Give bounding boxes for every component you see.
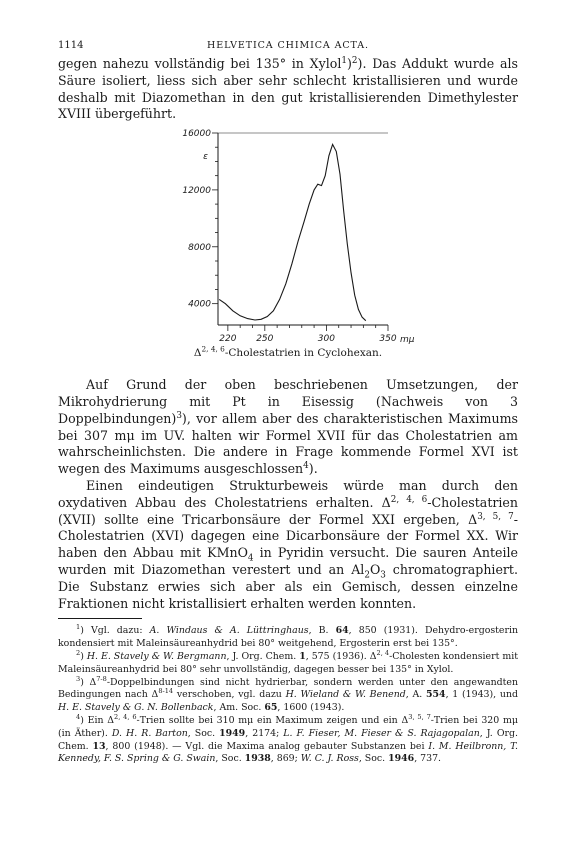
y-tick-label: 4000 — [188, 299, 211, 310]
p2-sup: 2, 4, 6 — [390, 494, 428, 505]
fn-text: ) — [80, 650, 87, 662]
fn-text: , 737. — [414, 753, 442, 765]
fn-volume: 1 — [299, 650, 306, 662]
fn-author: D. H. R. Barton — [111, 727, 188, 739]
fn-text: -Trien bei 320 mμ (in Äther). — [58, 714, 518, 739]
intro-paragraph: gegen nahezu vollständig bei 135° in Xylol$^1$)$^2$). Das Addukt wurde als Säure isoliert, liess sich aber sehr schlecht kristallisieren und wurde deshalb mit Diazomethan in den gut kristallisierenden Dimethylester XVIII übergeführt. — [58, 55, 518, 122]
x-tick-label: 220 — [219, 334, 237, 345]
footnote-1 — [58, 625, 518, 651]
y-axis-label: ε — [203, 151, 208, 162]
fn-volume: 65 — [264, 702, 278, 714]
fn-author: W. C. J. Ross — [300, 753, 359, 765]
fn-sup: 3, 5, 7 — [408, 712, 431, 721]
x-tick-label: 300 — [317, 334, 335, 345]
fn-author: H. E. Stavely & G. N. Bollenback — [58, 702, 214, 714]
footnote-divider — [58, 618, 142, 619]
fn-text: -Doppelbindungen sind nicht hydrierbar, sondern werden unter den angewandten Bedingungen nach Δ — [58, 676, 518, 701]
fn-text: , J. Org. Chem. — [58, 727, 518, 752]
fn-text: verschoben, vgl. dazu — [173, 689, 286, 701]
fn-sup: 8-14 — [158, 687, 174, 696]
body-paragraph-2 — [58, 478, 518, 612]
fn-sup: 2, 4 — [376, 648, 390, 657]
fn-text: , 869; — [270, 753, 301, 765]
fn-volume: 554 — [425, 689, 446, 701]
p2-text: -Cholestatrien (XVII) sollte eine Tricarbonsäure der Formel XXI ergeben, Δ — [58, 494, 518, 527]
fn-text: ) Ein Δ — [80, 714, 115, 726]
body-paragraph-1: Auf Grund der oben beschriebenen Umsetzungen, der Mikrohydrierung mit Pt in Eisessig (Nachweis von 3 Doppelbindungen)$^3$), vor allem aber des charakteristischen Maximums bei 307 mμ im UV. halten wir Formel XVII für das Cholestatrien am wahrscheinlichsten. Die andere in Frage kommende Formel XVI ist wegen des Maximums ausgeschlossen$^4$). — [58, 377, 518, 477]
p2-text: Einen eindeutigen Strukturbeweis würde man durch den oxydativen Abbau des Cholestatriens erhalten. Δ — [58, 477, 518, 510]
figure-caption — [58, 344, 518, 360]
caption-sup: 2, 4, 6 — [201, 344, 225, 354]
fn-text: , 575 (1936). Δ — [305, 650, 377, 662]
fn-text: , 2174; — [245, 727, 284, 739]
p1-text-cont: , vor allem aber des charakteristischen Maximums bei 307 mμ im UV. halten wir Formel XVII für das Cholestatrien am wahrscheinlichsten. Die andere in Frage kommende Formel XVI ist wegen des Maximums ausgeschlossen — [58, 410, 518, 477]
fn-mark: 3 — [76, 674, 81, 683]
y-tick-label: 16000 — [182, 129, 211, 140]
fn-sup: 7-8 — [96, 674, 107, 683]
fn-mark: 1 — [76, 623, 81, 632]
p1-text-end: ). — [308, 461, 318, 477]
intro-text-cont: . Das Addukt wurde als Säure isoliert, liess sich aber sehr schlecht kristallisieren und wurde deshalb mit Diazomethan in den gut kristallisierenden Dimethylester XVIII übergeführt. — [58, 56, 518, 122]
footnote-ref: 1 — [341, 55, 347, 66]
y-tick-label: 8000 — [188, 242, 211, 253]
y-tick-label: 12000 — [182, 186, 211, 197]
fn-text: , J. Org. Chem. — [226, 650, 300, 662]
p2-sub: 3 — [380, 570, 386, 581]
p1-text: Auf Grund der oben beschriebenen Umsetzungen, der Mikrohydrierung mit Pt in Eisessig (Nachweis von 3 Doppelbindungen) — [58, 377, 518, 426]
fn-text: , B. — [308, 625, 336, 637]
uv-spectrum-figure — [58, 125, 518, 373]
fn-text: -Trien sollte bei 310 mμ ein Maximum zeigen und ein Δ — [136, 714, 409, 726]
footnote-2 — [58, 648, 519, 677]
p2-text: O — [369, 561, 381, 577]
intro-text: gegen nahezu vollständig bei 135° in Xylol — [58, 56, 342, 71]
journal-title: HELVETICA CHIMICA ACTA. — [207, 40, 369, 51]
fn-text: , Soc. — [215, 753, 245, 765]
p2-sub: 2 — [364, 570, 370, 581]
uv-spectrum-chart — [58, 125, 518, 347]
fn-text: , A. — [405, 689, 426, 701]
spectrum-line — [219, 145, 366, 321]
footnote-4 — [58, 712, 518, 766]
fn-author: A. Windaus & A. Lüttringhaus — [149, 625, 309, 637]
x-tick-label: 250 — [256, 334, 274, 345]
caption-text: -Cholestatrien in Cyclohexan. — [224, 347, 383, 360]
fn-text: , 850 (1931). Dehydro-ergosterin kondensiert mit Maleinsäureanhydrid bei 80° weitgehend, Ergosterin erst bei 135°. — [58, 625, 518, 650]
fn-volume: 1949 — [219, 727, 246, 739]
fn-author: I. M. Heilbronn, T. Kennedy, F. S. Spring & G. Swain — [58, 740, 518, 765]
fn-volume: 13 — [92, 740, 106, 752]
fn-text: , Soc. — [358, 753, 389, 765]
fn-text: , Am. Soc. — [213, 702, 265, 714]
footnote-ref: 3 — [176, 410, 182, 421]
fn-author: L. F. Fieser, M. Fieser & S. Rajagopalan — [283, 727, 480, 739]
page-header — [58, 40, 518, 56]
fn-text: , Soc. — [187, 727, 220, 739]
fn-text: , 1600 (1943). — [277, 702, 345, 714]
fn-volume: 1946 — [388, 753, 415, 765]
fn-text: ) Vgl. dazu: — [80, 625, 150, 637]
fn-volume: 1938 — [244, 753, 271, 765]
fn-author: H. E. Stavely & W. Bergmann — [86, 650, 227, 662]
x-axis-unit: mμ — [400, 335, 415, 346]
fn-text: ) Δ — [80, 676, 97, 688]
fn-text: -Cholesten kondensiert mit Maleinsäureanhydrid bei 80° sehr unvollständig, dagegen besser bei 135° in Xylol. — [58, 650, 519, 675]
fn-mark: 4 — [76, 712, 81, 721]
p2-sub: 4 — [247, 553, 254, 564]
p2-text: chromatographiert. Die Substanz erwies sich aber als ein Gemisch, dessen einzelne Fraktionen nicht kristallisiert erhalten werden konnten. — [58, 561, 518, 611]
fn-text: , 800 (1948). — Vgl. die Maxima analog gebauter Substanzen bei — [105, 740, 429, 752]
p2-text: -Cholestatrien (XVI) dagegen eine Dicarbonsäure der Formel XX. Wir haben den Abbau mit KMnO — [58, 511, 519, 561]
fn-author: H. Wieland & W. Benend — [285, 689, 406, 701]
fn-text: , 1 (1943), und — [445, 689, 518, 701]
page-number: 1114 — [58, 40, 84, 51]
p2-text: in Pyridin versucht. Die sauren Anteile wurden mit Diazomethan verestert und an Al — [58, 545, 518, 577]
fn-sup: 2, 4, 6 — [114, 712, 137, 721]
footnote-ref: 2 — [351, 55, 358, 66]
footnote-ref: 4 — [303, 460, 309, 471]
fn-mark: 2 — [76, 648, 81, 657]
x-tick-label: 350 — [379, 334, 397, 345]
journal-page — [58, 40, 518, 766]
footnote-3 — [58, 674, 518, 715]
p2-sup: 3, 5, 7 — [477, 511, 514, 522]
fn-volume: 64 — [335, 625, 349, 637]
caption-delta: Δ — [193, 347, 202, 360]
